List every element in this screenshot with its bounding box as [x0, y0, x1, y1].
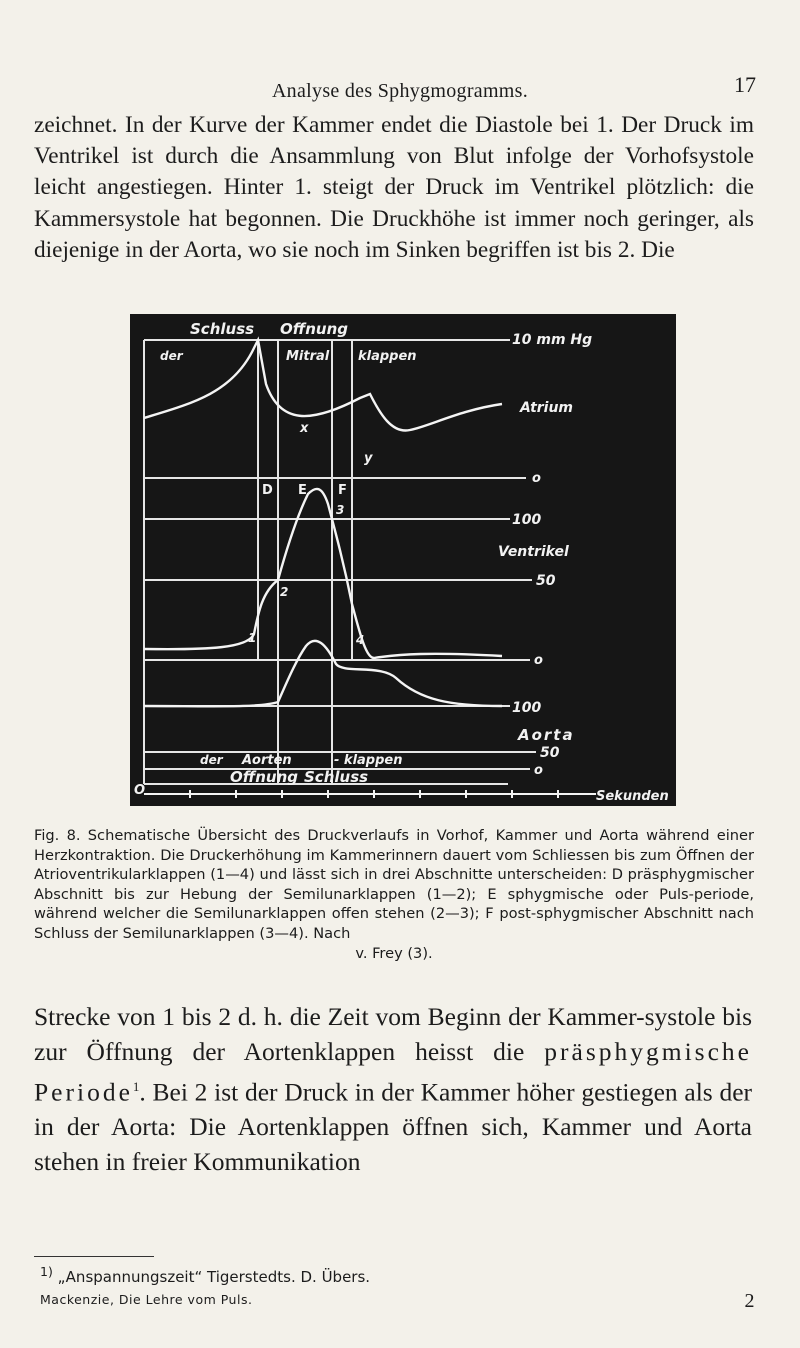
label-y: y: [364, 451, 373, 466]
label-f: F: [338, 483, 347, 498]
label-zero-2: o: [534, 653, 543, 668]
pressure-diagram: [130, 314, 676, 806]
label-d: D: [262, 483, 273, 498]
paragraph-2-part-1: Strecke von 1 bis 2 d. h. die Zeit vom Beginn der Kammer-systole bis zur Öffnung der Aortenklappen heisst die: [34, 1002, 752, 1066]
label-4: 4: [356, 633, 365, 647]
caption-text: Schematische Übersicht des Druckverlaufs in Vorhof, Kammer und Aorta während einer Herzkontraktion. Die Druckerhöhung im Kammerinnern dauert vom Schliessen bis zum Öffnen der Atrioventrikularklappen (1—4) und lässt sich in drei Abschnitte unterscheiden: D präsphygmischer Abschnitt bis zur Hebung der Semilunarklappen (1—2); E sphygmische oder Puls-periode, während welcher die Semilunarklappen offen stehen (2—3); F post-sphygmischer Abschnitt nach Schluss der Semilunarklappen (3—4). Nach: [34, 827, 755, 942]
footnote: [40, 1264, 760, 1286]
paragraph-1: zeichnet. In der Kurve der Kammer endet die Diastole bei 1. Der Druck im Ventrikel ist durch die Ansammlung von Blut infolge der Vorhofsystole leicht angestiegen. Hinter 1. steigt der Druck im Ventrikel plötzlich: die Kammersystole hat begonnen. Die Druckhöhe ist immer noch geringer, als diejenige in der Aorta, wo sie noch im Sinken begriffen ist bis 2. Die: [34, 112, 754, 263]
label-offnung-top: Offnung: [280, 320, 349, 338]
label-origin: O: [134, 783, 146, 798]
label-zero-1: o: [532, 471, 541, 486]
page-number: 17: [734, 72, 756, 97]
caption-lead: Fig. 8.: [34, 827, 81, 844]
signature-right: 2: [744, 1290, 755, 1312]
label-der-top: der: [160, 349, 183, 363]
label-1: 1: [248, 631, 257, 645]
label-der-bottom: der: [200, 753, 223, 767]
figure-8: [130, 314, 676, 806]
label-e: E: [298, 483, 307, 498]
label-2: 2: [280, 585, 289, 599]
label-3: 3: [336, 503, 345, 517]
page-footer: [40, 1290, 755, 1312]
label-klappen-bottom: - klappen: [334, 753, 403, 768]
label-50-ventrikel: 50: [536, 573, 556, 589]
label-klappen-top: klappen: [358, 349, 417, 364]
label-mitral: Mitral: [286, 349, 330, 364]
footnote-rule: [34, 1256, 154, 1257]
label-aorta: Aorta: [518, 726, 575, 744]
label-ventrikel: Ventrikel: [498, 544, 569, 560]
label-schluss-top: Schluss: [190, 320, 255, 338]
running-title: Analyse des Sphygmogramms.: [271, 80, 529, 102]
label-aorten: Aorten: [242, 753, 292, 768]
paragraph-2: [34, 1000, 752, 1179]
figure-caption: [34, 826, 754, 963]
footnote-marker: 1): [40, 1264, 53, 1279]
label-offnung-bottom: Offnung: [230, 768, 299, 786]
label-zero-3: o: [534, 763, 543, 778]
term-praesphygmische-periode: präsphygmische Periode: [34, 1036, 752, 1107]
label-10mmhg: 10 mm Hg: [512, 332, 593, 348]
label-100-ventrikel: 100: [512, 512, 542, 528]
caption-author: v. Frey (3).: [355, 944, 433, 962]
signature-left: Mackenzie, Die Lehre vom Puls.: [40, 1292, 253, 1307]
label-atrium: Atrium: [520, 400, 574, 416]
label-100-aorta: 100: [512, 700, 542, 716]
label-schluss-bottom: Schluss: [304, 768, 369, 786]
footnote-text: „Anspannungszeit“ Tigerstedts. D. Übers.: [57, 1268, 371, 1286]
label-sekunden: Sekunden: [596, 789, 669, 804]
label-50-aorta: 50: [540, 745, 560, 761]
paragraph-2-part-2: . Bei 2 ist der Druck in der Kammer höher gestiegen als der in der Aorta: Die Aortenklappen öffnen sich, Kammer und Aorta stehen in freier Kommunikation: [34, 1077, 752, 1176]
footnote-reference[interactable]: 1: [132, 1078, 140, 1094]
label-x: x: [300, 421, 309, 436]
